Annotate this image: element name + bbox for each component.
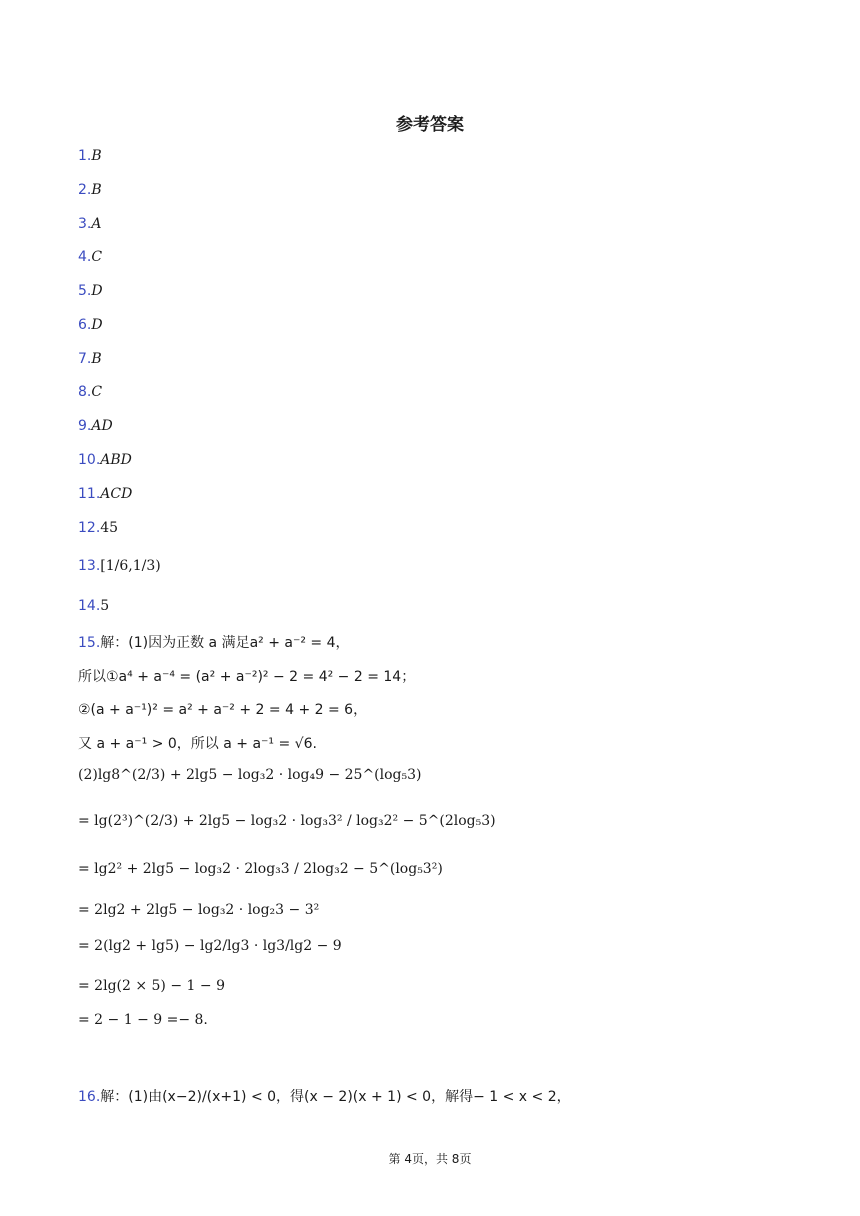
answer-value: [1/6,1/3): [100, 558, 161, 574]
answer-13: [78, 558, 161, 574]
answer-4: [78, 249, 102, 265]
answer-number: 10.: [78, 452, 101, 468]
q16-text: 解：(1)由(x−2)/(x+1) < 0，得(x − 2)(x + 1) < 0，解得− 1 < x < 2，: [100, 1089, 571, 1105]
answer-9: [78, 418, 113, 434]
q15-line-4: 又 a + a⁻¹ > 0，所以 a + a⁻¹ = √6.: [78, 736, 317, 752]
answer-value: AD: [91, 418, 113, 434]
q15-line-1: [78, 632, 350, 652]
answer-number: 7.: [78, 351, 92, 367]
q15-number: 15.: [78, 635, 101, 651]
answer-number: 13.: [78, 558, 101, 574]
answer-12: [78, 520, 118, 536]
answer-1: [78, 148, 102, 164]
answer-3: [78, 216, 101, 232]
page-footer: 第 4页，共 8页: [388, 1152, 472, 1166]
answer-value: B: [91, 182, 102, 198]
q15-line-9: = 2(lg2 + lg5) − lg2/lg3 · lg3/lg2 − 9: [78, 938, 342, 954]
q15-text: 解：(1)因为正数 a 满足a² + a⁻² = 4，: [100, 635, 350, 651]
answer-14: [78, 598, 109, 614]
answer-2: [78, 182, 102, 198]
answer-number: 2.: [78, 182, 92, 198]
q15-line-7: = lg2² + 2lg5 − log₃2 · 2log₃3 / 2log₃2 − 5^(log₅3²): [78, 861, 443, 877]
answer-number: 12.: [78, 520, 101, 536]
q15-line-3: ②(a + a⁻¹)² = a² + a⁻² + 2 = 4 + 2 = 6，: [78, 702, 368, 718]
answer-number: 8.: [78, 384, 92, 400]
q16-number: 16.: [78, 1089, 101, 1105]
answer-5: [78, 283, 103, 299]
answer-11: [78, 486, 132, 502]
answer-8: [78, 384, 102, 400]
answer-value: 5: [100, 598, 110, 614]
answer-number: 14.: [78, 598, 101, 614]
answer-6: [78, 317, 103, 333]
answer-value: B: [91, 351, 102, 367]
answer-7: [78, 351, 102, 367]
answer-value: B: [91, 148, 102, 164]
answer-value: C: [91, 249, 103, 265]
answer-value: A: [91, 216, 102, 232]
q15-line-6: = lg(2³)^(2/3) + 2lg5 − log₃2 · log₃3² / log₃2² − 5^(2log₅3): [78, 813, 496, 829]
answer-number: 1.: [78, 148, 92, 164]
answer-value: ABD: [100, 452, 132, 468]
answer-value: D: [91, 317, 103, 333]
answer-10: [78, 452, 132, 468]
answer-value: D: [91, 283, 103, 299]
answer-number: 4.: [78, 249, 92, 265]
answer-number: 5.: [78, 283, 92, 299]
answer-value: C: [91, 384, 103, 400]
page-title: 参考答案: [396, 115, 464, 135]
q15-line-8: = 2lg2 + 2lg5 − log₃2 · log₂3 − 3²: [78, 902, 320, 918]
q15-line-10: = 2lg(2 × 5) − 1 − 9: [78, 978, 225, 994]
answer-value: 45: [100, 520, 119, 536]
answer-number: 3.: [78, 216, 92, 232]
q15-line-11: = 2 − 1 − 9 =− 8.: [78, 1012, 208, 1028]
answer-number: 6.: [78, 317, 92, 333]
answer-number: 9.: [78, 418, 92, 434]
q16-line-1: [78, 1086, 571, 1106]
answer-value: ACD: [100, 486, 133, 502]
q15-line-5: (2)lg8^(2/3) + 2lg5 − log₃2 · log₄9 − 25^(log₅3): [78, 767, 422, 783]
q15-line-2: 所以①a⁴ + a⁻⁴ = (a² + a⁻²)² − 2 = 4² − 2 = 14；: [78, 669, 416, 685]
answer-number: 11.: [78, 486, 101, 502]
